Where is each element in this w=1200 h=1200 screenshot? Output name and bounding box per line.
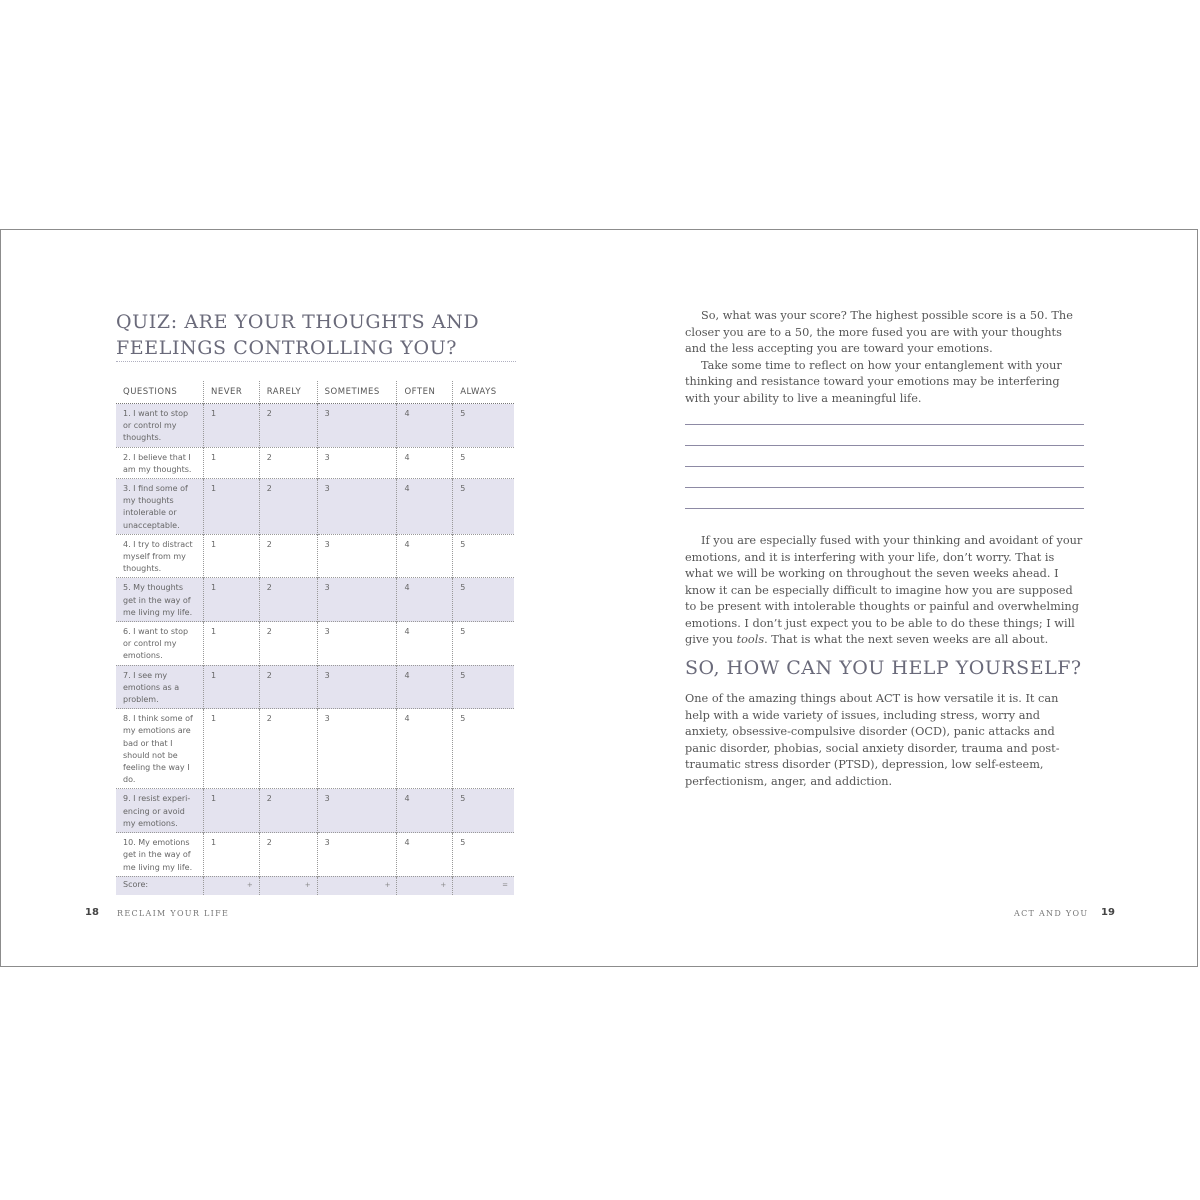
header-sometimes: SOMETIMES <box>317 381 397 404</box>
score-cell[interactable]: 3 <box>317 534 397 578</box>
score-cell[interactable]: 2 <box>259 622 317 666</box>
score-total-cell[interactable]: + <box>397 876 453 895</box>
quiz-title: QUIZ: ARE YOUR THOUGHTS AND FEELINGS CONTROLLING YOU? <box>116 311 480 359</box>
question-cell: 1. I want to stop or control my thoughts. <box>116 404 203 448</box>
score-cell[interactable]: 4 <box>397 578 453 622</box>
running-head-left: RECLAIM YOUR LIFE <box>117 909 230 918</box>
table-row <box>116 578 514 622</box>
table-row <box>116 789 514 833</box>
score-cell[interactable]: 3 <box>317 479 397 535</box>
score-cell[interactable]: 5 <box>453 534 514 578</box>
score-total-cell[interactable]: + <box>203 876 259 895</box>
score-cell[interactable]: 2 <box>259 447 317 478</box>
question-cell: 3. I find some of my thoughts intolerable or unacceptable. <box>116 479 203 535</box>
score-cell[interactable]: 2 <box>259 665 317 709</box>
question-cell: 8. I think some of my emotions are bad or that I should not be feeling the way I do. <box>116 709 203 789</box>
table-row <box>116 534 514 578</box>
paragraph: If you are especially fused with your thinking and avoidant of your emotions, and it is interfering with your life, don’t worry. That is what we will be working on throughout the seven weeks ahead. I know it can be especially difficult to imagine how you are supposed to be present with intolerable thoughts or painful and overwhelming emotions. I don’t just expect you to be able to do these things; I will give you tools. That is what the next seven weeks are all about. <box>685 534 1083 646</box>
score-cell[interactable]: 3 <box>317 404 397 448</box>
score-cell[interactable]: 1 <box>203 578 259 622</box>
score-cell[interactable]: 2 <box>259 404 317 448</box>
score-cell[interactable]: 3 <box>317 709 397 789</box>
quiz-header-row <box>116 381 514 404</box>
page-number-left: 18 <box>85 907 99 918</box>
writing-line[interactable] <box>685 487 1084 488</box>
question-cell: 9. I resist experi-encing or avoid my emotions. <box>116 789 203 833</box>
table-row <box>116 447 514 478</box>
score-cell[interactable]: 5 <box>453 833 514 877</box>
score-cell[interactable]: 5 <box>453 447 514 478</box>
act-paragraph <box>685 691 1085 790</box>
score-cell[interactable]: 1 <box>203 665 259 709</box>
table-row <box>116 833 514 877</box>
table-row <box>116 479 514 535</box>
writing-line[interactable] <box>685 445 1084 446</box>
score-cell[interactable]: 3 <box>317 789 397 833</box>
table-row <box>116 404 514 448</box>
writing-line[interactable] <box>685 466 1084 467</box>
score-cell[interactable]: 3 <box>317 622 397 666</box>
score-cell[interactable]: 4 <box>397 534 453 578</box>
table-row <box>116 665 514 709</box>
question-cell: 7. I see my emotions as a problem. <box>116 665 203 709</box>
score-cell[interactable]: 5 <box>453 479 514 535</box>
score-total-cell[interactable]: + <box>259 876 317 895</box>
score-cell[interactable]: 5 <box>453 622 514 666</box>
score-cell[interactable]: 1 <box>203 833 259 877</box>
question-cell: 5. My thoughts get in the way of me living my life. <box>116 578 203 622</box>
title-rule <box>116 361 516 362</box>
quiz-table <box>116 381 514 895</box>
score-cell[interactable]: 4 <box>397 789 453 833</box>
score-cell[interactable]: 1 <box>203 709 259 789</box>
score-cell[interactable]: 2 <box>259 709 317 789</box>
score-paragraph <box>685 308 1085 407</box>
score-cell[interactable]: 1 <box>203 447 259 478</box>
header-rarely: RARELY <box>259 381 317 404</box>
question-cell: 4. I try to distract myself from my thoughts. <box>116 534 203 578</box>
score-cell[interactable]: 1 <box>203 479 259 535</box>
score-row <box>116 876 514 895</box>
header-always: ALWAYS <box>453 381 514 404</box>
question-cell: 10. My emotions get in the way of me living my life. <box>116 833 203 877</box>
section-heading: SO, HOW CAN YOU HELP YOURSELF? <box>685 657 1082 679</box>
paragraph: One of the amazing things about ACT is how versatile it is. It can help with a wide variety of issues, including stress, worry and anxiety, obsessive-compulsive disorder (OCD), panic attacks and panic disorder, phobias, social anxiety disorder, trauma and post-traumatic stress disorder (PTSD), depression, low self-esteem, perfectionism, anger, and addiction. <box>685 692 1060 788</box>
question-cell: 2. I believe that I am my thoughts. <box>116 447 203 478</box>
score-cell[interactable]: 2 <box>259 789 317 833</box>
score-cell[interactable]: 1 <box>203 404 259 448</box>
emphasis: tools <box>736 633 765 646</box>
header-often: OFTEN <box>397 381 453 404</box>
score-cell[interactable]: 2 <box>259 479 317 535</box>
score-label: Score: <box>116 876 203 895</box>
writing-line[interactable] <box>685 508 1084 509</box>
running-head-right: ACT AND YOU <box>1014 909 1089 918</box>
header-never: NEVER <box>203 381 259 404</box>
paragraph: So, what was your score? The highest possible score is a 50. The closer you are to a 50, the more fused you are with your thoughts and the less accepting you are toward your emotions. <box>685 309 1073 355</box>
score-cell[interactable]: 4 <box>397 479 453 535</box>
table-row <box>116 622 514 666</box>
score-cell[interactable]: 4 <box>397 833 453 877</box>
score-cell[interactable]: 3 <box>317 447 397 478</box>
score-cell[interactable]: 5 <box>453 665 514 709</box>
score-cell[interactable]: 5 <box>453 709 514 789</box>
score-cell[interactable]: 3 <box>317 578 397 622</box>
score-cell[interactable]: 4 <box>397 404 453 448</box>
score-cell[interactable]: 3 <box>317 665 397 709</box>
score-cell[interactable]: 4 <box>397 665 453 709</box>
score-cell[interactable]: 2 <box>259 534 317 578</box>
score-cell[interactable]: 2 <box>259 578 317 622</box>
score-cell[interactable]: 5 <box>453 578 514 622</box>
question-cell: 6. I want to stop or control my emotions. <box>116 622 203 666</box>
paragraph: Take some time to reflect on how your entanglement with your thinking and resistance toward your emotions may be interfering with your ability to live a meaningful life. <box>685 358 1062 405</box>
score-cell[interactable]: 5 <box>453 789 514 833</box>
score-cell[interactable]: 2 <box>259 833 317 877</box>
score-cell[interactable]: 1 <box>203 534 259 578</box>
fused-paragraph <box>685 533 1085 649</box>
header-questions: QUESTIONS <box>123 387 178 397</box>
score-cell[interactable]: 5 <box>453 404 514 448</box>
score-cell[interactable]: 4 <box>397 622 453 666</box>
score-cell[interactable]: 3 <box>317 833 397 877</box>
score-cell[interactable]: 1 <box>203 789 259 833</box>
writing-line[interactable] <box>685 424 1084 425</box>
table-row <box>116 709 514 789</box>
page-number-right: 19 <box>1101 907 1115 918</box>
score-total-cell[interactable]: = <box>453 876 514 895</box>
score-total-cell[interactable]: + <box>317 876 397 895</box>
score-cell[interactable]: 1 <box>203 622 259 666</box>
score-cell[interactable]: 4 <box>397 447 453 478</box>
score-cell[interactable]: 4 <box>397 709 453 789</box>
